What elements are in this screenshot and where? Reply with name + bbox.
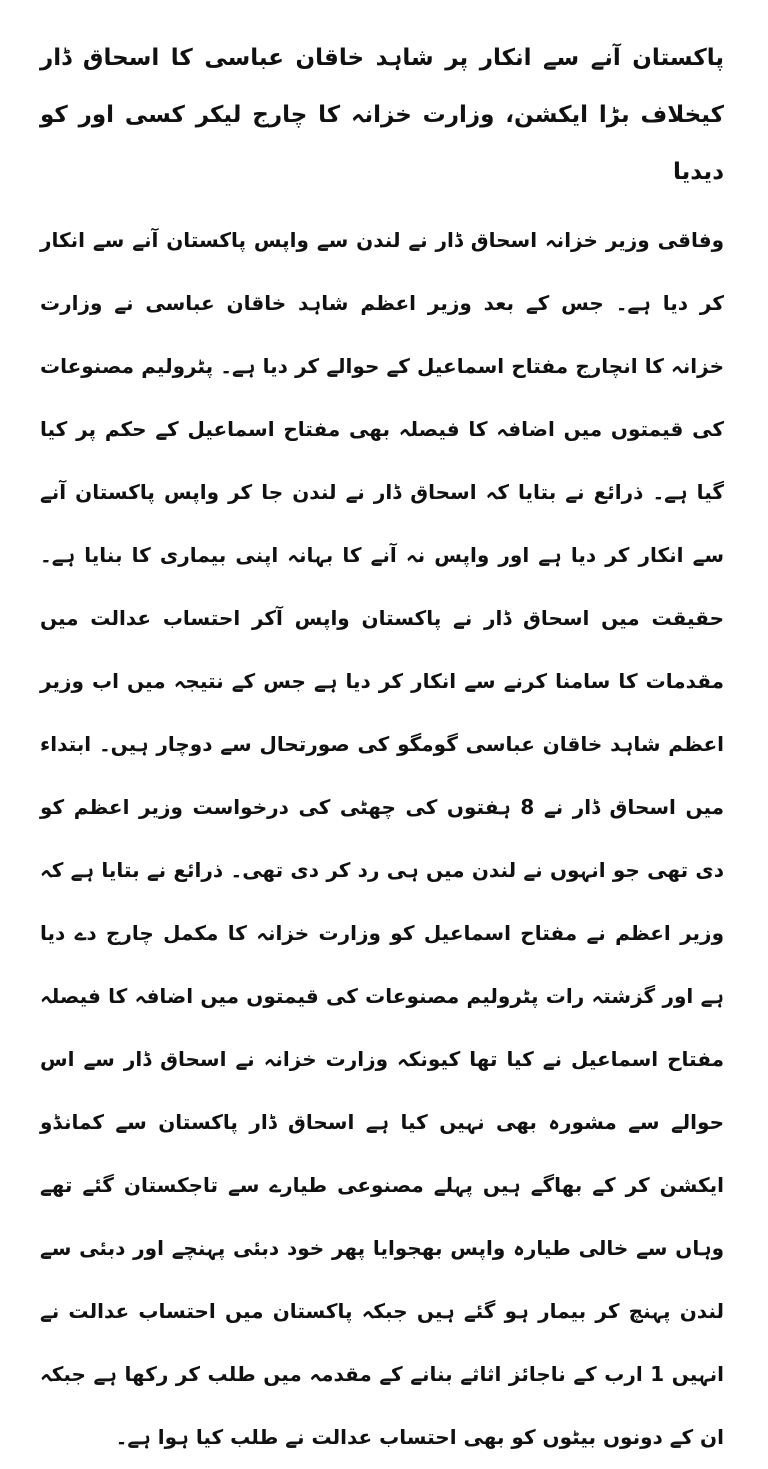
article-headline: پاکستان آنے سے انکار پر شاہد خاقان عباسی کا اسحاق ڈار کیخلاف بڑا ایکشن، وزارت خزانہ کا چارج لیکر کسی اور کو دیدیا bbox=[40, 45, 724, 185]
article-body: وفاقی وزیر خزانہ اسحاق ڈار نے لندن سے واپس پاکستان آنے سے انکار کر دیا ہے۔ جس کے بعد وزیر اعظم شاہد خاقان عباسی نے وزارت خزانہ کا انچارج مفتاح اسماعیل کے حوالے کر دیا ہے۔ پٹرولیم مصنوعات کی قیمتوں میں اضافہ کا فیصلہ بھی مفتاح اسماعیل کے حکم پر کیا گیا ہے۔ ذرائع نے بتایا کہ اسحاق ڈار نے لندن جا کر واپس پاکستان آنے سے انکار کر دیا ہے اور واپس نہ آنے کا بہانہ اپنی بیماری کا بنایا ہے۔ حقیقت میں اسحاق ڈار نے پاکستان واپس آکر احتساب عدالت میں مقدمات کا سامنا کرنے سے انکار کر دیا ہے جس کے نتیجہ میں اب وزیر اعظم شاہد خاقان عباسی گومگو کی صورتحال سے دوچار ہیں۔ ابتداء میں اسحاق ڈار نے 8 ہفتوں کی چھٹی کی درخواست وزیر اعظم کو دی تھی جو انہوں نے لندن میں ہی رد کر دی تھی۔ ذرائع نے بتایا ہے کہ وزیر اعظم نے مفتاح اسماعیل کو وزارت خزانہ کا مکمل چارج دے دیا ہے اور گزشتہ رات پٹرولیم مصنوعات کی قیمتوں میں اضافہ کا فیصلہ مفتاح اسماعیل نے کیا تھا کیونکہ وزارت خزانہ نے اسحاق ڈار سے اس حوالے سے مشورہ بھی نہیں کیا ہے اسحاق ڈار پاکستان سے کمانڈو ایکشن کر کے بھاگے ہیں پہلے مصنوعی طیارے سے تاجکستان گئے تھے وہاں سے خالی طیارہ واپس بھجوایا پھر خود دبئی پہنچے اور دبئی سے لندن پہنچ کر بیمار ہو گئے ہیں جبکہ پاکستان میں احتساب عدالت نے انہیں 1 ارب کے ناجائز اثاثے بنانے کے مقدمہ میں طلب کر رکھا ہے جبکہ ان کے دونوں بیٹوں کو بھی احتساب عدالت نے طلب کیا ہوا ہے۔ bbox=[40, 228, 724, 1449]
